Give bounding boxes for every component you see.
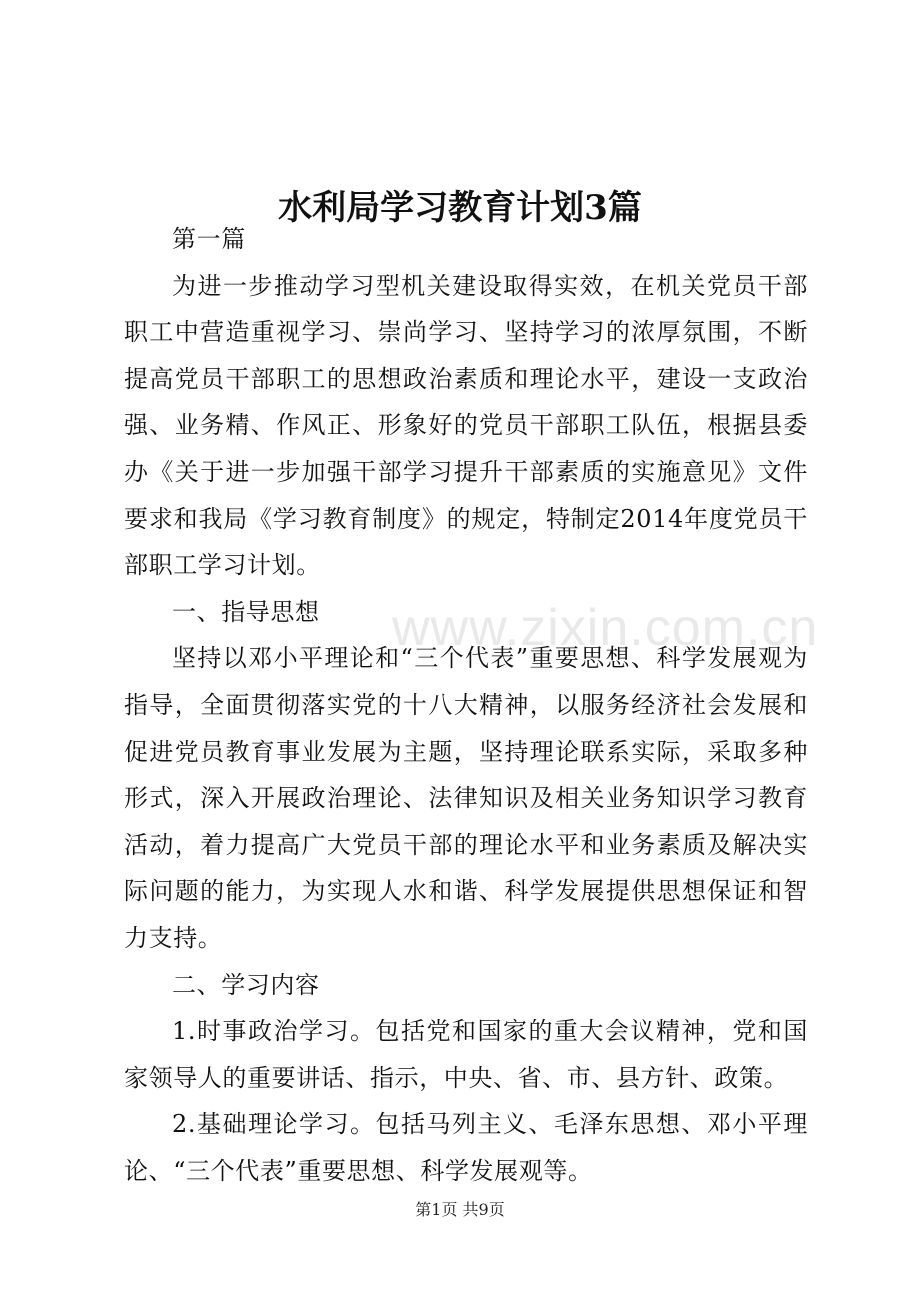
content-item-1: 1.时事政治学习。包括党和国家的重大会议精神，党和国家领导人的重要讲话、指示，中央、省、市、县方针、政策。 (124, 1017, 808, 1092)
document-title: 水利局学习教育计划3篇 (278, 187, 642, 228)
guiding-thought-paragraph: 坚持以邓小平理论和“三个代表”重要思想、科学发展观为指导，全面贯彻落实党的十八大精神，以服务经济社会发展和促进党员教育事业发展为主题，坚持理论联系实际，采取多种形式，深入开展政治理论、法律知识及相关业务知识学习教育活动，着力提高广大党员干部的理论水平和业务素质及解决实际问题的能力，为实现人水和谐、科学发展提供思想保证和智力支持。 (124, 644, 808, 952)
content-item-2: 2.基础理论学习。包括马列主义、毛泽东思想、邓小平理论、“三个代表”重要思想、科学发展观等。 (124, 1110, 808, 1185)
page-footer: 第1页 共9页 (415, 1200, 505, 1219)
document-body (124, 216, 808, 1194)
section-label: 第一篇 (172, 225, 246, 253)
section-heading: 二、学习内容 (172, 970, 320, 999)
section-heading: 一、指导思想 (172, 597, 320, 626)
intro-paragraph: 为进一步推动学习型机关建设取得实效，在机关党员干部职工中营造重视学习、崇尚学习、坚持学习的浓厚氛围，不断提高党员干部职工的思想政治素质和理论水平，建设一支政治强、业务精、作风正、形象好的党员干部职工队伍，根据县委办《关于进一步加强干部学习提升干部素质的实施意见》文件要求和我局《学习教育制度》的规定，特制定2014年度党员干部职工学习计划。 (124, 271, 808, 580)
watermark: www.zixin.com.cn (392, 599, 819, 657)
